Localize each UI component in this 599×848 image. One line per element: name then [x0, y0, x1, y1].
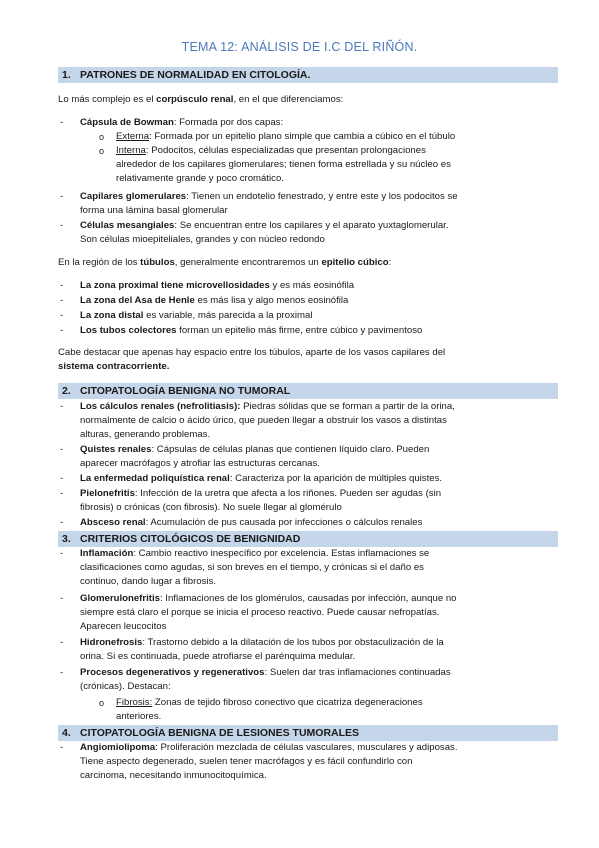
dash-bullet: - — [60, 548, 64, 559]
term: epitelio cúbico — [321, 257, 389, 268]
sublist-item-fibrosis — [116, 696, 423, 710]
circle-bullet: o — [99, 698, 105, 708]
text-line: carcinoma, necesitando inmunocitoquímica. — [80, 770, 267, 781]
paragraph-intro — [58, 93, 343, 107]
text: es variable, más parecida a la proximal — [143, 310, 313, 321]
list-item-procesos — [80, 666, 451, 680]
text-line: relativamente grande y poco cromático. — [116, 173, 284, 184]
text: En la región de los — [58, 257, 141, 268]
list-item-mesangiales — [80, 219, 449, 233]
text: : Caracteriza por la aparición de múltiples quistes. — [229, 473, 443, 484]
text-line: Tiene aspecto degenerado, suelen tener macrófagos y es fácil confundirlo con — [80, 756, 413, 767]
text: : Trastorno debido a la dilatación de los tubos por obstaculización de la — [142, 637, 444, 648]
list-item-inflamacion — [80, 547, 429, 561]
text-line: forma una lámina basal glomerular — [80, 205, 228, 216]
term: Células mesangiales — [80, 220, 175, 231]
section-label: CITOPATOLOGÍA BENIGNA DE LESIONES TUMORALES — [80, 727, 360, 739]
section-number: 3. — [62, 533, 71, 545]
text: , en el que diferenciamos: — [233, 94, 344, 105]
dash-bullet: - — [60, 295, 64, 306]
dash-bullet: - — [60, 742, 64, 753]
page-title: TEMA 12: ANÁLISIS DE I.C DEL RIÑÓN. — [181, 40, 418, 54]
term: Capilares glomerulares — [80, 191, 187, 202]
text: : Suelen dar tras inflamaciones continuadas — [264, 667, 451, 678]
text-line: aparecer macrófagos y atrofiar las estructuras cercanas. — [80, 458, 320, 469]
text: : Podocitos, células especializadas que presentan prolongaciones — [145, 145, 426, 156]
dash-bullet: - — [60, 488, 64, 499]
text-line: fibrosis) o crónicas (con fibrosis). No suele llegar al glomérulo — [80, 502, 342, 513]
term: túbulos — [140, 257, 175, 268]
text: : Formada por dos capas: — [173, 117, 284, 128]
section-label: CRITERIOS CITOLÓGICOS DE BENIGNIDAD — [80, 533, 301, 545]
term: Los tubos colectores — [80, 325, 177, 336]
text: : Cápsulas de células planas que contienen líquido claro. Pueden — [151, 444, 430, 455]
dash-bullet: - — [60, 517, 64, 528]
term: Quistes renales — [80, 444, 152, 455]
dash-bullet: - — [60, 473, 64, 484]
section-header-4 — [58, 725, 558, 741]
text: : Cambio reactivo inespecífico por excelencia. Estas inflamaciones se — [133, 548, 430, 559]
text: : Acumulación de pus causada por infecciones o cálculos renales — [145, 517, 423, 528]
dash-bullet: - — [60, 667, 64, 678]
circle-bullet: o — [99, 146, 105, 156]
list-item-glomerulonefritis — [80, 592, 457, 606]
list-item-proximal — [80, 279, 354, 293]
dash-bullet: - — [60, 280, 64, 291]
term: La zona proximal tiene microvellosidades — [80, 280, 270, 291]
section-header-2 — [58, 383, 558, 399]
text-line: orina. Si es continuada, puede atrofiarse el parénquima medular. — [80, 651, 356, 662]
list-item-capilares — [80, 190, 458, 204]
list-item-calculos — [80, 400, 455, 414]
text: Lo más complejo es el — [58, 94, 157, 105]
text-line: siempre está claro el porque se inicia el proceso reactivo. Puede causar nefropatías. — [80, 607, 440, 618]
section-number: 2. — [62, 385, 71, 397]
text: : Se encuentran entre los capilares y el aparato yuxtaglomerular. — [174, 220, 449, 231]
text: : Infección de la uretra que afecta a los riñones. Pueden ser agudas (sin — [134, 488, 442, 499]
text-line: alrededor de los capilares glomerulares; tienen forma estrellada y su núcleo es — [116, 159, 451, 170]
section-label: PATRONES DE NORMALIDAD EN CITOLOGÍA. — [80, 69, 311, 81]
text-line: Son células mioepiteliales, grandes y con núcleo redondo — [80, 234, 325, 245]
text-line: clasificaciones como agudas, si son breves en el tiempo, y crónicas si el daño es — [80, 562, 424, 573]
text: forman un epitelio más firme, entre cúbico y pavimentoso — [176, 325, 423, 336]
section-label: CITOPATOLOGÍA BENIGNA NO TUMORAL — [80, 385, 291, 397]
text-line: alturas, generando problemas. — [80, 429, 211, 440]
circle-bullet: o — [99, 132, 105, 142]
text: , generalmente encontraremos un — [174, 257, 322, 268]
text: : Proliferación mezclada de células vasculares, musculares y adiposas. — [155, 742, 458, 753]
text: : Formada por un epitelio plano simple que cambia a cúbico en el túbulo — [149, 131, 456, 142]
dash-bullet: - — [60, 401, 64, 412]
list-item-pielonefritis — [80, 487, 441, 501]
text: : Tienen un endotelio fenestrado, y entre este y los podocitos se — [186, 191, 458, 202]
text-line: (crónicas). Destacan: — [80, 681, 171, 692]
term: La zona del Asa de Henle — [80, 295, 195, 306]
section-header-1 — [58, 67, 558, 83]
term: corpúsculo renal — [156, 94, 234, 105]
term: Fibrosis: — [116, 697, 153, 708]
term: Interna — [116, 145, 146, 156]
term: Glomerulonefritis — [80, 593, 160, 604]
list-item-poliquistica — [80, 472, 442, 486]
text-line: continuo, dando lugar a fibrosis. — [80, 576, 216, 587]
text: : — [388, 257, 392, 268]
dash-bullet: - — [60, 220, 64, 231]
list-item-absceso — [80, 516, 422, 530]
paragraph-tubulos — [58, 256, 391, 270]
term: La enfermedad poliquística renal — [80, 473, 230, 484]
dash-bullet: - — [60, 310, 64, 321]
section-header-3 — [58, 531, 558, 547]
list-item-distal — [80, 309, 312, 323]
text-line: normalmente de calcio o ácido úrico, que pueden llegar a obstruir los vasos a distintas — [80, 415, 447, 426]
list-item-quistes — [80, 443, 429, 457]
term: Absceso renal — [80, 517, 146, 528]
text: Zonas de tejido fibroso conectivo que cicatriza degeneraciones — [152, 697, 423, 708]
text: : Inflamaciones de los glomérulos, causadas por infección, aunque no — [159, 593, 457, 604]
term: Cápsula de Bowman — [80, 117, 174, 128]
term: Procesos degenerativos y regenerativos — [80, 667, 265, 678]
list-item-colectores — [80, 324, 422, 338]
dash-bullet: - — [60, 325, 64, 336]
list-item-angiomiolipoma — [80, 741, 458, 755]
text-line: Cabe destacar que apenas hay espacio entre los túbulos, aparte de los vasos capilares del — [58, 347, 446, 358]
text: Piedras sólidas que se forman a partir de la orina, — [240, 401, 455, 412]
dash-bullet: - — [60, 117, 64, 128]
term: Hidronefrosis — [80, 637, 143, 648]
text-line: anteriores. — [116, 711, 162, 722]
dash-bullet: - — [60, 191, 64, 202]
term: Angiomiolipoma — [80, 742, 156, 753]
dash-bullet: - — [60, 444, 64, 455]
sublist-item-interna — [116, 144, 426, 158]
list-item-capsula — [80, 116, 283, 130]
text-line: sistema contracorriente. — [58, 361, 170, 372]
term: Inflamación — [80, 548, 134, 559]
list-item-henle — [80, 294, 348, 308]
text: es más lisa y algo menos eosinófila — [194, 295, 349, 306]
text-line: Aparecen leucocitos — [80, 621, 167, 632]
list-item-hidronefrosis — [80, 636, 444, 650]
term: Externa — [116, 131, 150, 142]
term: Pielonefritis — [80, 488, 135, 499]
term: Los cálculos renales (nefrolitiasis): — [80, 401, 241, 412]
dash-bullet: - — [60, 637, 64, 648]
dash-bullet: - — [60, 593, 64, 604]
sublist-item-externa — [116, 130, 455, 144]
section-number: 4. — [62, 727, 71, 739]
section-number: 1. — [62, 69, 71, 81]
term: La zona distal — [80, 310, 144, 321]
text: y es más eosinófila — [269, 280, 355, 291]
